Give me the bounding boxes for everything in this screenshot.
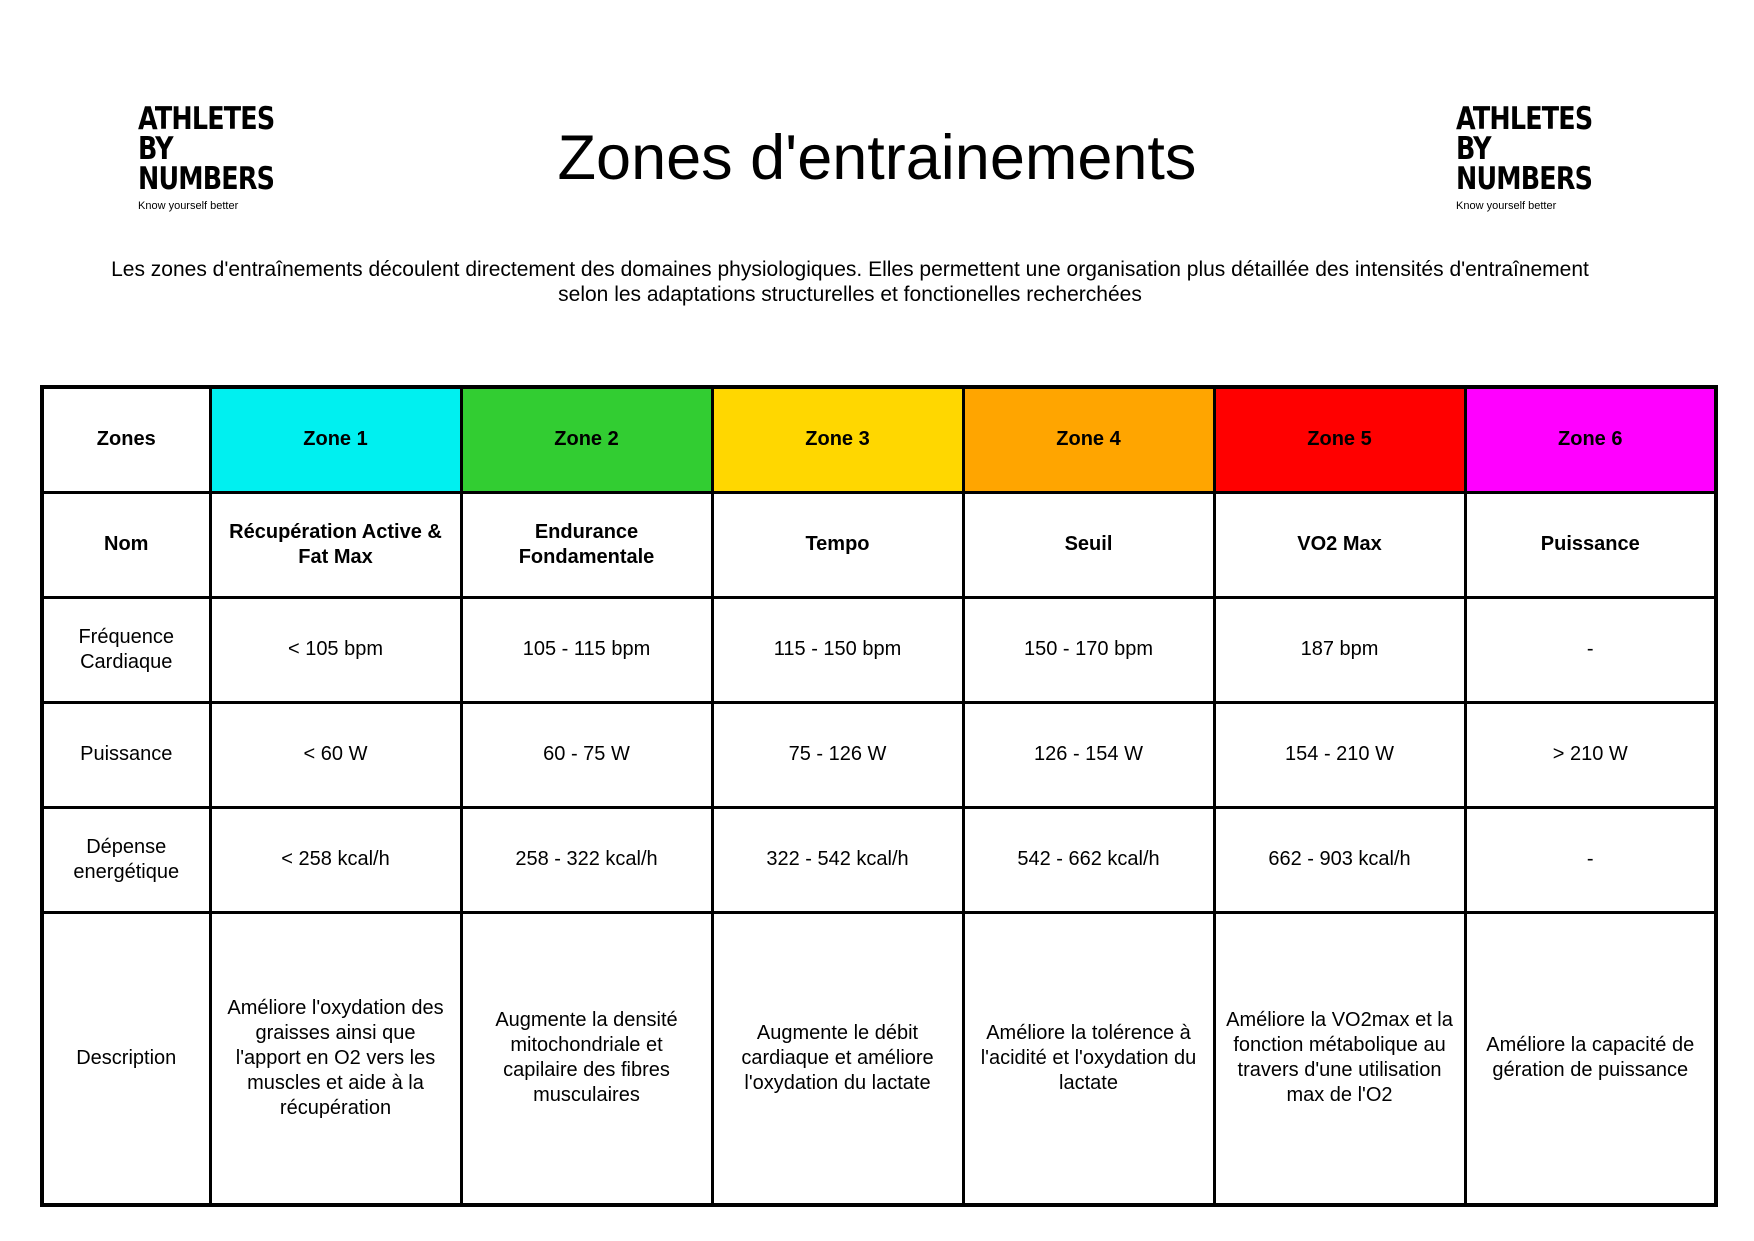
energy-cell: 258 - 322 kcal/h [461,807,712,912]
energy-cell: 662 - 903 kcal/h [1214,807,1465,912]
logo-line: ATHLETES [1456,101,1593,137]
zone-header-cell: Zone 3 [712,387,963,492]
logo-line: BY [138,131,173,167]
description-cell: Améliore la tolérence à l'acidité et l'oxydation du lactate [963,912,1214,1205]
energy-cell: 542 - 662 kcal/h [963,807,1214,912]
logo-line: ATHLETES [138,101,275,137]
row-label-depense: Dépense energétique [42,807,210,912]
zone-name-cell: Endurance Fondamentale [461,492,712,597]
description-cell: Améliore l'oxydation des graisses ainsi que l'apport en O2 vers les muscles et aide à la récupération [210,912,461,1205]
row-label-puissance: Puissance [42,702,210,807]
brand-logo-right [1456,101,1616,212]
heart-rate-cell: 150 - 170 bpm [963,597,1214,702]
logo-line: BY [1456,131,1491,167]
page-title: Zones d'entrainements [557,123,1197,193]
heart-rate-cell: 187 bpm [1214,597,1465,702]
zone-name-cell: Tempo [712,492,963,597]
zones-header-row [42,387,1716,492]
description-cell: Augmente le débit cardiaque et améliore l'oxydation du lactate [712,912,963,1205]
description-cell: Améliore la capacité de gération de puissance [1465,912,1716,1205]
zone-name-cell: VO2 Max [1214,492,1465,597]
description-cell: Améliore la VO2max et la fonction métabolique au travers d'une utilisation max de l'O2 [1214,912,1465,1205]
energy-cell: < 258 kcal/h [210,807,461,912]
heart-rate-cell: 105 - 115 bpm [461,597,712,702]
zone-header-cell: Zone 5 [1214,387,1465,492]
power-cell: 75 - 126 W [712,702,963,807]
energy-cell: 322 - 542 kcal/h [712,807,963,912]
zone-header-cell: Zone 2 [461,387,712,492]
heart-rate-cell: < 105 bpm [210,597,461,702]
row-label-nom: Nom [42,492,210,597]
zone-header-cell: Zone 4 [963,387,1214,492]
energy-cell: - [1465,807,1716,912]
power-cell: 60 - 75 W [461,702,712,807]
table-row-frequence [42,597,1716,702]
row-label-description: Description [42,912,210,1205]
power-cell: 126 - 154 W [963,702,1214,807]
logo-tagline: Know yourself better [138,200,239,212]
logo-tagline: Know yourself better [1456,200,1557,212]
power-cell: > 210 W [1465,702,1716,807]
power-cell: < 60 W [210,702,461,807]
logo-line: NUMBERS [1456,161,1593,197]
heart-rate-cell: 115 - 150 bpm [712,597,963,702]
table-row-depense [42,807,1716,912]
power-cell: 154 - 210 W [1214,702,1465,807]
intro-paragraph: Les zones d'entraînements découlent directement des domaines physiologiques. Elles permettent une organisation plus détaillée des intensités d'entraînement selon les adaptations structurelles et fonctionelles recherchées [111,258,1589,306]
row-label-frequence: Fréquence Cardiaque [42,597,210,702]
table-row-nom [42,492,1716,597]
zone-header-cell: Zone 6 [1465,387,1716,492]
logo-line: NUMBERS [138,161,275,197]
zone-name-cell: Récupération Active & Fat Max [210,492,461,597]
zone-header-cell: Zone 1 [210,387,461,492]
training-zones-table [40,385,1718,1207]
row-label-zones: Zones [42,387,210,492]
heart-rate-cell: - [1465,597,1716,702]
zone-name-cell: Seuil [963,492,1214,597]
table-row-description [42,912,1716,1205]
zone-name-cell: Puissance [1465,492,1716,597]
table-row-puissance [42,702,1716,807]
description-cell: Augmente la densité mitochondriale et capilaire des fibres musculaires [461,912,712,1205]
